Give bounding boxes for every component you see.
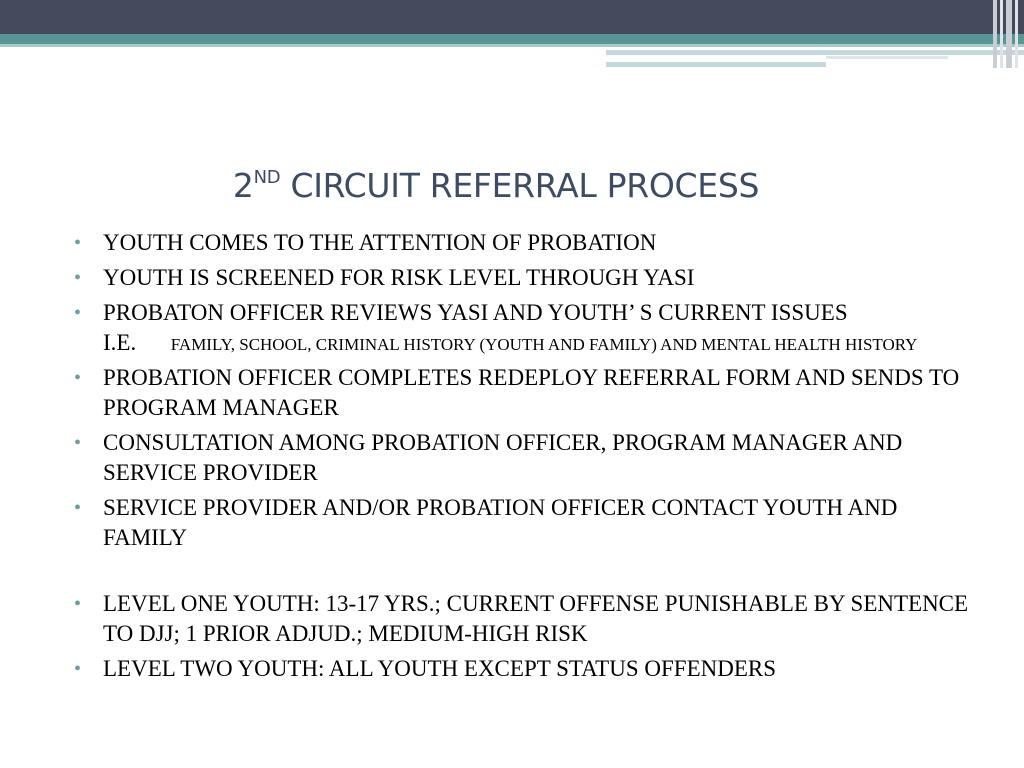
header-dark-band [0,0,1024,34]
slide-title [0,166,992,205]
bullet-item [74,428,974,488]
header-accent-line [606,50,1024,55]
header-teal-band [0,34,1024,44]
title-number: 2 [232,166,254,205]
title-text: CIRCUIT REFERRAL PROCESS [280,166,760,205]
bullet-text: YOUTH COMES TO THE ATTENTION OF PROBATION [103,230,657,255]
bullet-text: PROBATION OFFICER COMPLETES REDEPLOY REFERRAL FORM AND SENDS TO PROGRAM MANAGER [103,365,960,420]
bullet-text: SERVICE PROVIDER AND/OR PROBATION OFFICER CONTACT YOUTH AND FAMILY [103,495,898,550]
header-vertical-bar [993,0,997,68]
bullet-item [74,228,974,258]
header-accent-line [826,56,948,59]
bullet-text: YOUTH IS SCREENED FOR RISK LEVEL THROUGH YASI [103,265,695,290]
bullet-item [74,589,974,649]
bullet-item [74,654,974,684]
bullet-text: LEVEL TWO YOUTH: ALL YOUTH EXCEPT STATUS OFFENDERS [103,656,777,681]
ie-prefix: I.E. [103,330,137,355]
header-vertical-bar [1006,0,1012,68]
bullet-item [74,263,974,293]
bullet-item [74,298,974,358]
bullet-text: LEVEL ONE YOUTH: 13-17 YRS.; CURRENT OFFENSE PUNISHABLE BY SENTENCE TO DJJ; 1 PRIOR ADJUD.; MEDIUM-HIGH RISK [103,591,969,646]
bullet-text: PROBATON OFFICER REVIEWS YASI AND YOUTH’ S CURRENT ISSUES [103,300,848,325]
bullet-text: CONSULTATION AMONG PROBATION OFFICER, PROGRAM MANAGER AND SERVICE PROVIDER [103,430,903,485]
ie-detail: FAMILY, SCHOOL, CRIMINAL HISTORY (YOUTH AND FAMILY) AND MENTAL HEALTH HISTORY [170,335,918,354]
header-accent-line [606,62,826,67]
bullet-list [74,228,974,689]
header-vertical-bar [1015,0,1018,68]
header-vertical-bar [1000,0,1003,68]
title-superscript: ND [253,167,281,188]
header-teal-light-band [0,44,1024,47]
bullet-item [74,363,974,423]
bullet-item [74,493,974,553]
